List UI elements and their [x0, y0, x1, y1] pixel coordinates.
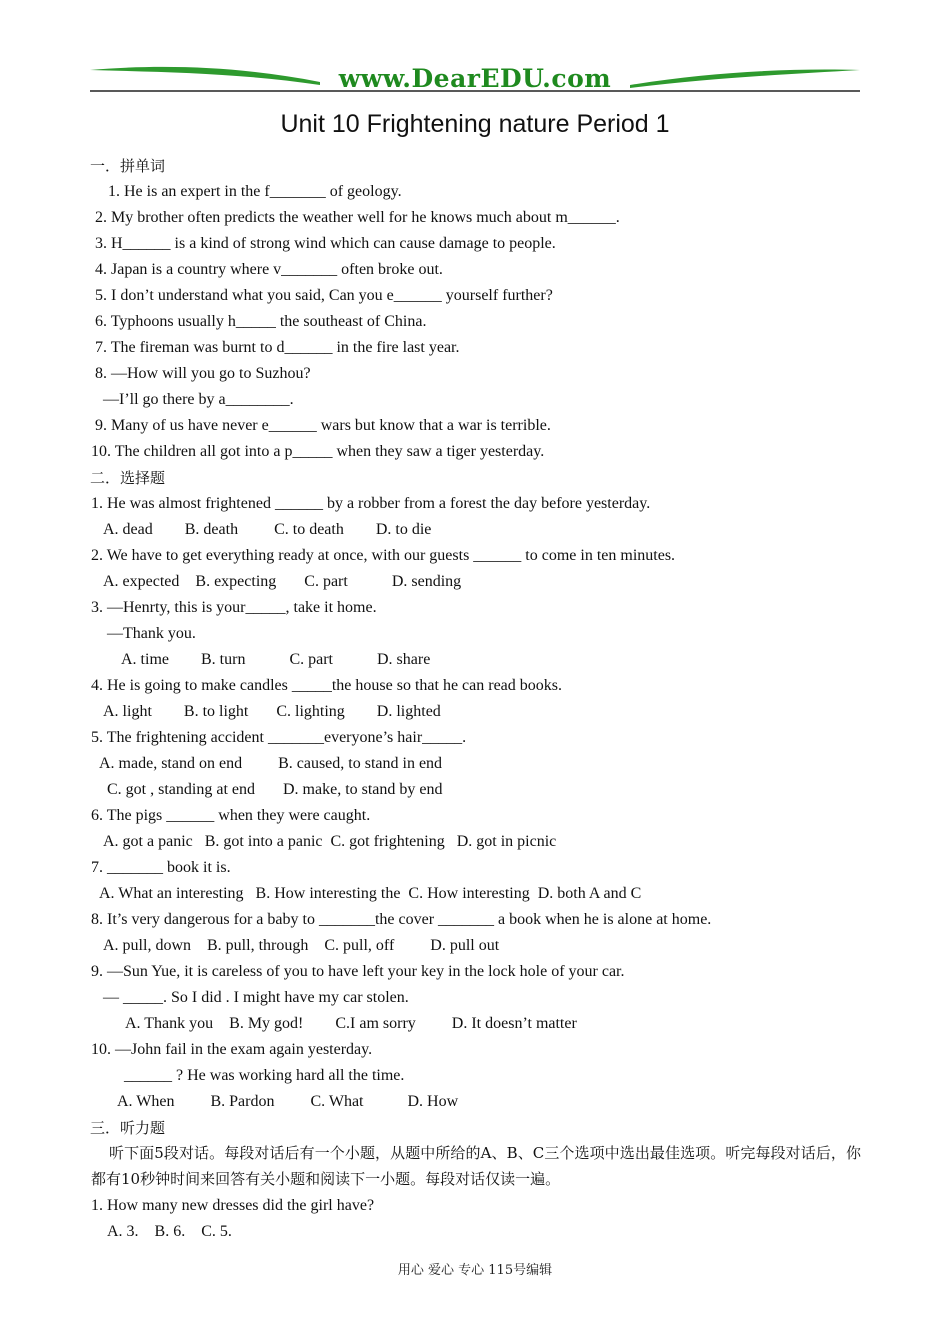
- spelling-item: 5. I don’t understand what you said, Can you e______ yourself further?: [95, 287, 553, 304]
- answer-options: A. made, stand on end B. caused, to stand in end: [99, 755, 443, 772]
- answer-options: A. dead B. death C. to death D. to die: [103, 521, 432, 538]
- site-logo[interactable]: www.DearEDU.com: [338, 64, 612, 93]
- question-stem: 1. He was almost frightened ______ by a robber from a forest the day before yesterday.: [91, 495, 651, 512]
- answer-options: C. got , standing at end D. make, to stand by end: [107, 781, 443, 798]
- question-stem: —Thank you.: [107, 625, 196, 642]
- question-stem: 2. We have to get everything ready at once, with our guests ______ to come in ten minutes.: [91, 547, 676, 564]
- spelling-item: 1. He is an expert in the f_______ of geology.: [108, 183, 402, 200]
- question-stem: 10. —John fail in the exam again yesterday.: [91, 1041, 373, 1058]
- spelling-item: 2. My brother often predicts the weather well for he knows much about m______.: [95, 209, 620, 226]
- question-stem: 8. It’s very dangerous for a baby to _______the cover _______ a book when he is alone at home.: [91, 911, 712, 928]
- question-stem: 1. How many new dresses did the girl have?: [91, 1197, 375, 1214]
- spelling-item: 8. —How will you go to Suzhou?: [95, 365, 311, 382]
- section-heading-listening: 三．听力题: [90, 1119, 166, 1137]
- section-heading-spelling: 一．拼单词: [90, 157, 166, 175]
- spelling-item: 9. Many of us have never e______ wars but know that a war is terrible.: [95, 417, 551, 434]
- question-stem: 5. The frightening accident _______everyone’s hair_____.: [91, 729, 467, 746]
- site-header-banner: [90, 62, 860, 96]
- spelling-item: 7. The fireman was burnt to d______ in the fire last year.: [95, 339, 460, 356]
- question-stem: 4. He is going to make candles _____the house so that he can read books.: [91, 677, 562, 694]
- answer-options: A. light B. to light C. lighting D. lighted: [103, 703, 441, 720]
- question-stem: ______ ? He was working hard all the time.: [124, 1067, 405, 1084]
- answer-options: A. 3. B. 6. C. 5.: [107, 1223, 232, 1240]
- question-stem: 6. The pigs ______ when they were caught.: [91, 807, 371, 824]
- spelling-item: 4. Japan is a country where v_______ often broke out.: [95, 261, 443, 278]
- answer-options: A. What an interesting B. How interesting the C. How interesting D. both A and C: [99, 885, 642, 902]
- listening-instructions: 听下面5段对话。每段对话后有一个小题，从题中所给的A、B、C三个选项中选出最佳选项。听完每段对话后，你都有10秒钟时间来回答有关小题和阅读下一小题。每段对话仅读一遍。: [91, 1144, 861, 1188]
- section-heading-multiple-choice: 二．选择题: [90, 469, 166, 487]
- question-stem: 7. _______ book it is.: [91, 859, 231, 876]
- question-stem: 3. —Henrty, this is your_____, take it home.: [91, 599, 377, 616]
- page-footer: 用心 爱心 专心 115号编辑: [397, 1263, 553, 1278]
- answer-options: A. time B. turn C. part D. share: [121, 651, 431, 668]
- spelling-item: 10. The children all got into a p_____ when they saw a tiger yesterday.: [91, 443, 545, 460]
- page-title: Unit 10 Frightening nature Period 1: [280, 110, 670, 138]
- spelling-item: —I’ll go there by a________.: [103, 391, 294, 408]
- answer-options: A. got a panic B. got into a panic C. got frightening D. got in picnic: [103, 833, 557, 850]
- spelling-item: 6. Typhoons usually h_____ the southeast of China.: [95, 313, 427, 330]
- answer-options: A. When B. Pardon C. What D. How: [117, 1093, 459, 1110]
- question-stem: 9. —Sun Yue, it is careless of you to have left your key in the lock hole of your car.: [91, 963, 625, 980]
- question-stem: — _____. So I did . I might have my car stolen.: [103, 989, 409, 1006]
- answer-options: A. expected B. expecting C. part D. sending: [103, 573, 462, 590]
- answer-options: A. Thank you B. My god! C.I am sorry D. It doesn’t matter: [125, 1015, 577, 1032]
- spelling-item: 3. H______ is a kind of strong wind which can cause damage to people.: [95, 235, 556, 252]
- answer-options: A. pull, down B. pull, through C. pull, off D. pull out: [103, 937, 500, 954]
